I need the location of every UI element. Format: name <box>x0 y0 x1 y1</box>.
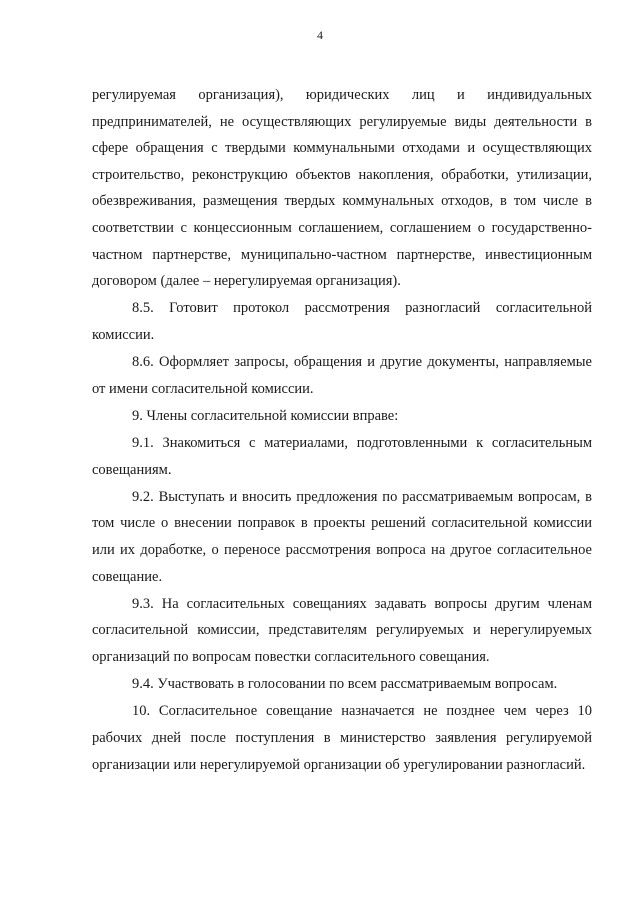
paragraph-9: 9. Члены согласительной комиссии вправе: <box>132 407 399 424</box>
paragraph-8-5: 8.5. Готовит протокол рассмотрения разногласий согласительной комиссии. <box>92 300 592 343</box>
paragraph-9-1: 9.1. Знакомиться с материалами, подготовленными к согласительным совещаниям. <box>92 435 592 478</box>
paragraph-9-4: 9.4. Участвовать в голосовании по всем рассматриваемым вопросам. <box>132 676 558 693</box>
paragraph-continuation: регулируемая организация), юридических лиц и индивидуальных предпринимателей, не осуществляющих регулируемые виды деятельности в сфере обращения с твердыми коммунальными отходами и осуществляющих строительство, реконструкцию объектов накопления, обработки, утилизации, обезвреживания, размещения твердых коммунальных отходов, в том числе в соответствии с концессионным соглашением, соглашением о государственно-частном партнерстве, муниципально-частном партнерстве, инвестиционным договором (далее – нерегулируемая организация). <box>92 87 592 290</box>
paragraph-9-3: 9.3. На согласительных совещаниях задавать вопросы другим членам согласительной комиссии, представителям регулируемых и нерегулируемых организаций по вопросам повестки согласительного совещания. <box>92 595 592 666</box>
paragraph-9-2: 9.2. Выступать и вносить предложения по рассматриваемым вопросам, в том числе о внесении поправок в проекты решений согласительной комиссии или их доработке, о переносе рассмотрения вопроса на другое согласительное совещание. <box>92 488 592 585</box>
page-number: 4 <box>317 28 323 42</box>
paragraph-10: 10. Согласительное совещание назначается не позднее чем через 10 рабочих дней после поступления в министерство заявления регулируемой организации или нерегулируемой организации об урегулировании разногласий. <box>92 703 592 773</box>
paragraph-8-6: 8.6. Оформляет запросы, обращения и другие документы, направляемые от имени согласительной комиссии. <box>92 354 592 397</box>
document-body <box>92 82 592 778</box>
